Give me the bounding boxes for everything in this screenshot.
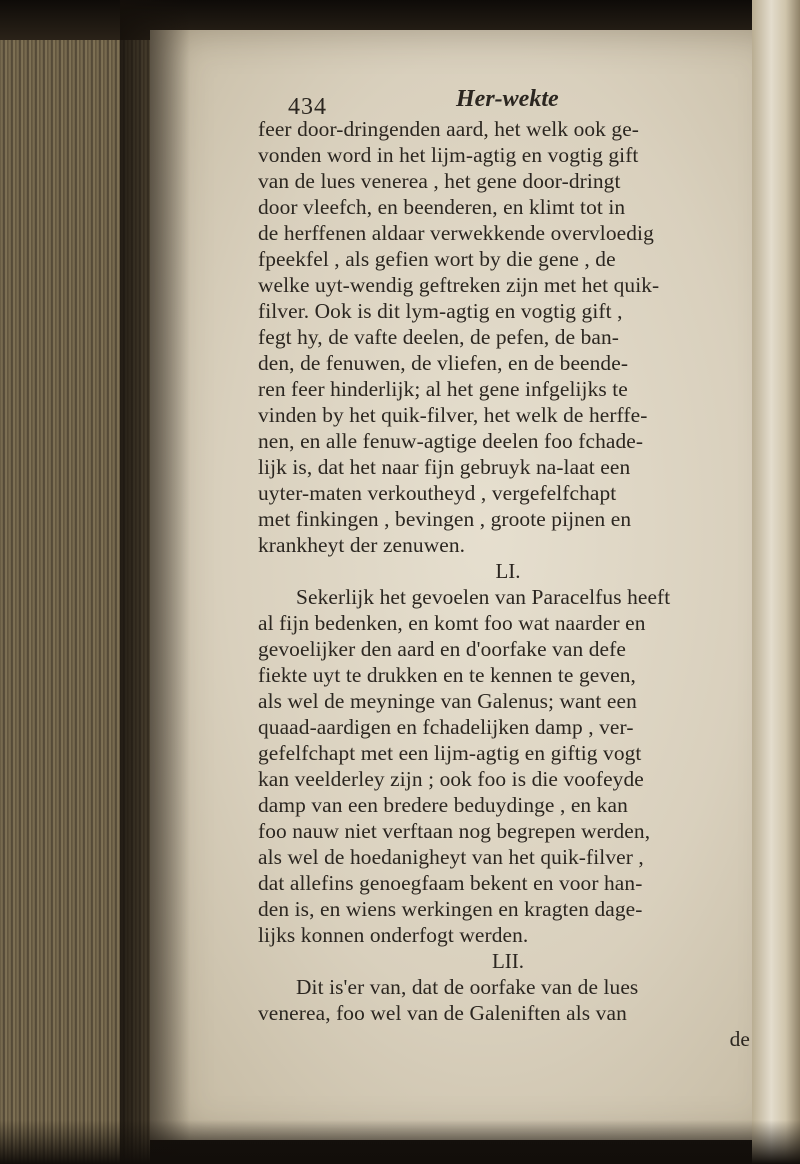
running-head: Her-wekte: [456, 86, 559, 112]
paragraph-1: [258, 116, 758, 558]
body-text: [258, 116, 758, 1052]
catchword: de: [729, 1027, 750, 1051]
gutter-shadow: [120, 0, 190, 1164]
paragraph-2: [258, 584, 758, 948]
text-line: fpeekfel , als gefien wort by die gene , de: [258, 247, 616, 271]
text-line: kan veelderley zijn ; ook foo is die voofeyde: [258, 767, 644, 791]
text-line: foo nauw niet verftaan nog begrepen werden,: [258, 819, 651, 843]
page-header: [258, 86, 758, 122]
page-number: 434: [288, 94, 327, 120]
text-line: fegt hy, de vafte deelen, de pefen, de ban-: [258, 325, 620, 349]
text-line: lijks konnen onderfogt werden.: [258, 923, 529, 947]
text-line: fiekte uyt te drukken en te kennen te geven,: [258, 663, 636, 687]
text-line: Sekerlijk het gevoelen van Paracelfus heeft: [296, 585, 671, 609]
text-line: met finkingen , bevingen , groote pijnen en: [258, 507, 632, 531]
text-line: door vleefch, en beenderen, en klimt tot in: [258, 195, 626, 219]
text-line: als wel de meyninge van Galenus; want een: [258, 689, 637, 713]
text-line: al fijn bedenken, en komt foo wat naarder en: [258, 611, 646, 635]
text-line: van de lues venerea , het gene door-dringt: [258, 169, 621, 193]
section-numeral-51: LI.: [495, 559, 521, 583]
text-line: de herffenen aldaar verwekkende overvloedig: [258, 221, 654, 245]
text-line: welke uyt-wendig geftreken zijn met het quik-: [258, 273, 660, 297]
text-line: feer door-dringenden aard, het welk ook ge-: [258, 117, 640, 141]
text-line: venerea, foo wel van de Galeniften als van: [258, 1001, 627, 1025]
text-line: quaad-aardigen en fchadelijken damp , ver-: [258, 715, 634, 739]
text-line: uyter-maten verkoutheyd , vergefelfchapt: [258, 481, 617, 505]
section-numeral-52: LII.: [491, 949, 525, 973]
page-text: [258, 86, 758, 1052]
text-line: dat allefins genoegfaam bekent en voor han-: [258, 871, 643, 895]
text-line: filver. Ook is dit lym-agtig en vogtig gift ,: [258, 299, 623, 323]
text-line: den, de fenuwen, de vliefen, en de beende-: [258, 351, 629, 375]
text-line: nen, en alle fenuw-agtige deelen foo fchade-: [258, 429, 644, 453]
text-line: vinden by het quik-filver, het welk de herffe-: [258, 403, 648, 427]
text-line: damp van een bredere beduydinge , en kan: [258, 793, 628, 817]
text-line: Dit is'er van, dat de oorfake van de lues: [296, 975, 639, 999]
text-line: krankheyt der zenuwen.: [258, 533, 466, 557]
text-line: als wel de hoedanigheyt van het quik-filver ,: [258, 845, 644, 869]
text-line: vonden word in het lijm-agtig en vogtig gift: [258, 143, 639, 167]
paragraph-3: [258, 974, 758, 1026]
text-line: gevoelijker den aard en d'oorfake van defe: [258, 637, 626, 661]
text-line: den is, en wiens werkingen en kragten dage-: [258, 897, 643, 921]
facing-page-edge: [752, 0, 800, 1164]
bottom-shadow: [0, 1120, 800, 1164]
text-line: ren feer hinderlijk; al het gene infgelijks te: [258, 377, 628, 401]
text-line: lijk is, dat het naar fijn gebruyk na-laat een: [258, 455, 631, 479]
text-line: gefelfchapt met een lijm-agtig en giftig vogt: [258, 741, 642, 765]
